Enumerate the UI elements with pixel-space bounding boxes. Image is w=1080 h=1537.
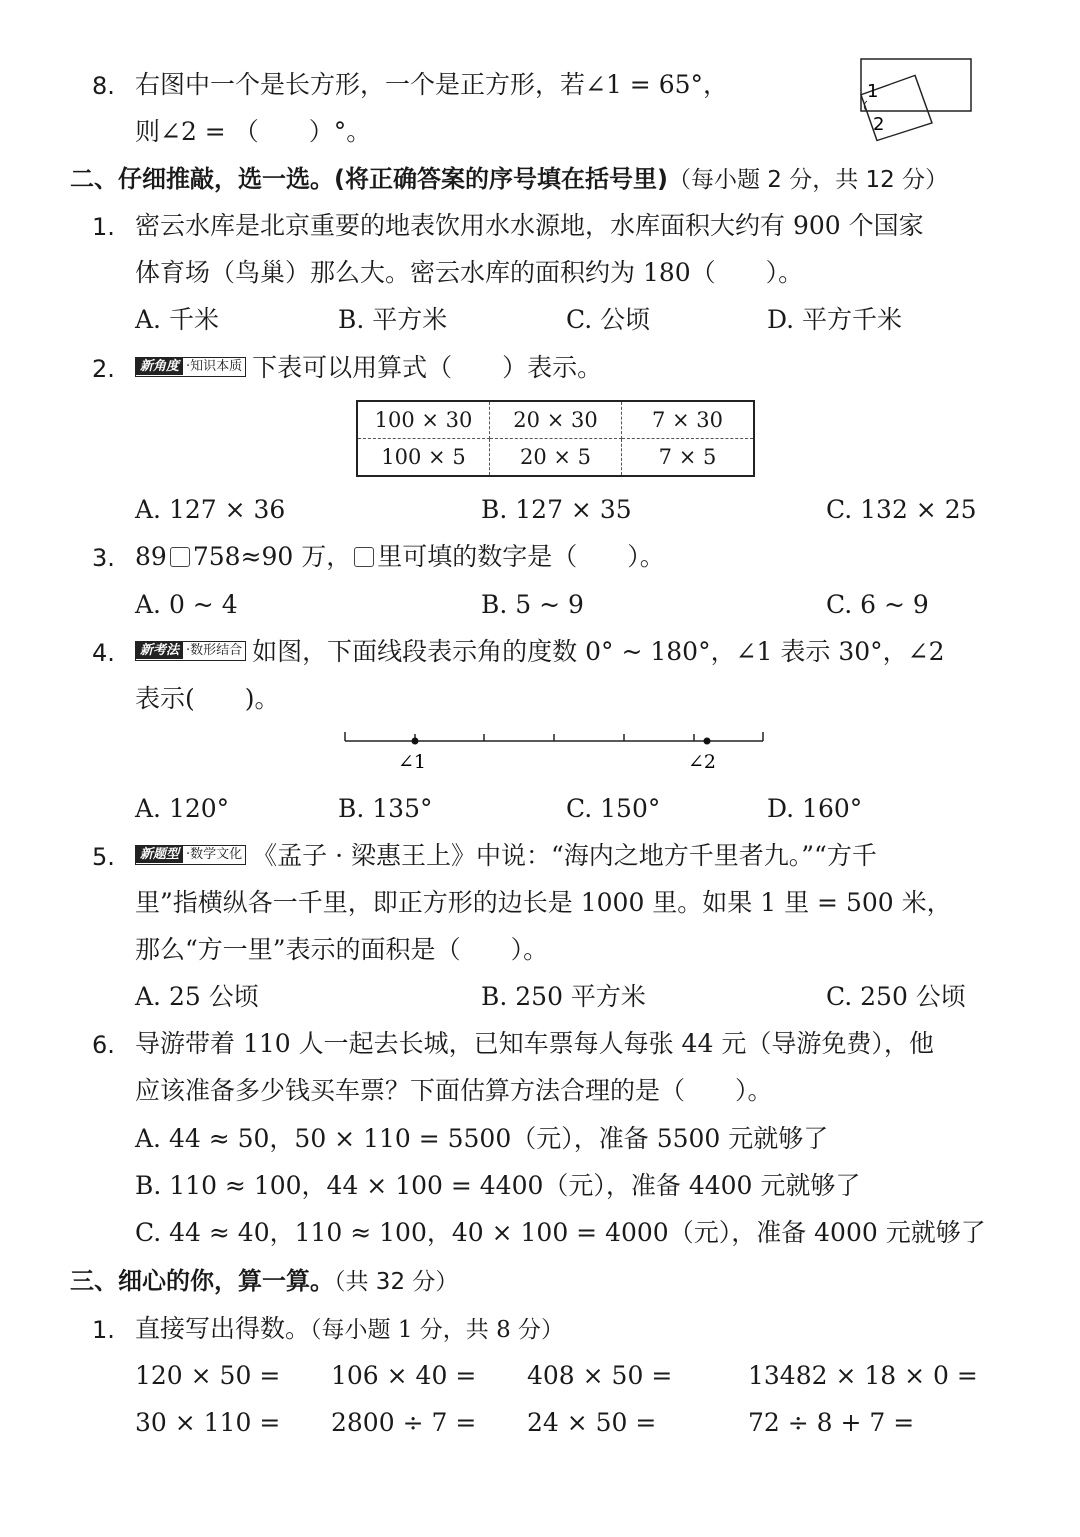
question-text: 758≈90 万， bbox=[192, 542, 352, 571]
table-cell: 7 × 30 bbox=[622, 401, 755, 439]
section-note: （每小题 2 分，共 12 分） bbox=[667, 167, 949, 193]
question-line bbox=[135, 542, 665, 572]
option-a: A. 千米 bbox=[135, 305, 219, 334]
question-text: 里”指横纵各一千里，即正方形的边长是 1000 里。如果 1 里 = 500 米， bbox=[135, 888, 952, 917]
option-d: D. 平方千米 bbox=[767, 305, 903, 334]
question-text: 《孟子 · 梁惠王上》中说：“海内之地方千里者九。”“方千 bbox=[252, 841, 877, 870]
option-c: C. 150° bbox=[566, 794, 661, 823]
table-cell: 20 × 5 bbox=[490, 439, 622, 477]
question-text: 89 bbox=[135, 542, 167, 571]
calc-item: 2800 ÷ 7 = bbox=[331, 1408, 477, 1437]
option-b: B. 250 平方米 bbox=[481, 982, 646, 1011]
question-text: 导游带着 110 人一起去长城，已知车票每人每张 44 元（导游免费），他 bbox=[135, 1029, 934, 1058]
question-text: 里可填的数字是（ ）。 bbox=[377, 542, 665, 571]
question-line bbox=[135, 637, 944, 667]
question-number: 3. bbox=[92, 544, 115, 572]
question-number: 2. bbox=[92, 355, 115, 383]
question-text: 体育场（鸟巢）那么大。密云水库的面积约为 180（ ）。 bbox=[135, 258, 804, 287]
new-type-tag: 新题型 ·数学文化 bbox=[135, 845, 246, 865]
table-cell: 20 × 30 bbox=[490, 401, 622, 439]
table-cell: 100 × 30 bbox=[357, 401, 490, 439]
table-cell: 7 × 5 bbox=[658, 445, 717, 469]
angle1-point bbox=[412, 738, 419, 745]
option-c: C. 公顷 bbox=[566, 305, 651, 334]
blank-box bbox=[170, 547, 190, 567]
question-number: 4. bbox=[92, 639, 115, 667]
table-cell: 100 × 5 bbox=[357, 439, 490, 477]
rectangle-square-figure bbox=[855, 55, 980, 150]
question-text: 如图，下面线段表示角的度数 0° ~ 180°，∠1 表示 30°，∠2 bbox=[252, 637, 945, 666]
question-line bbox=[135, 353, 602, 383]
option-a: A. 44 ≈ 50，50 × 110 = 5500（元），准备 5500 元就够了 bbox=[135, 1124, 829, 1153]
calc-item: 13482 × 18 × 0 = bbox=[748, 1361, 978, 1390]
section-heading bbox=[70, 1267, 458, 1297]
option-d: D. 160° bbox=[767, 794, 863, 823]
option-c: C. 6 ~ 9 bbox=[826, 590, 929, 619]
question-text: 那么“方一里”表示的面积是（ ）。 bbox=[135, 935, 549, 964]
new-method-tag: 新考法 ·数形结合 bbox=[135, 641, 246, 661]
question-note: （每小题 1 分，共 8 分） bbox=[310, 1317, 565, 1343]
calc-item: 24 × 50 = bbox=[527, 1408, 657, 1437]
angle2-label: ∠2 bbox=[688, 751, 717, 773]
question-number: 1. bbox=[92, 213, 115, 241]
question-text: 则∠2 = （ ）°。 bbox=[135, 117, 372, 146]
option-b: B. 平方米 bbox=[338, 305, 448, 334]
question-text: 密云水库是北京重要的地表饮用水水源地，水库面积大约有 900 个国家 bbox=[135, 211, 924, 240]
calc-item: 120 × 50 = bbox=[135, 1361, 281, 1390]
question-text: 表示( )。 bbox=[135, 684, 280, 713]
new-angle-tag: 新角度 ·知识本质 bbox=[135, 357, 246, 377]
angle2-point bbox=[704, 738, 711, 745]
section-title: 三、细心的你，算一算。 bbox=[70, 1267, 334, 1295]
option-a: A. 120° bbox=[135, 794, 230, 823]
question-number: 6. bbox=[92, 1031, 115, 1059]
question-number: 8. bbox=[92, 72, 115, 100]
calc-item: 408 × 50 = bbox=[527, 1361, 673, 1390]
question-line bbox=[135, 841, 877, 871]
option-a: A. 0 ~ 4 bbox=[135, 590, 238, 619]
option-c: C. 44 ≈ 40，110 ≈ 100，40 × 100 = 4000（元），准备 4000 元就够了 bbox=[135, 1218, 986, 1247]
multiplication-table bbox=[356, 400, 755, 477]
question-line bbox=[135, 1314, 564, 1345]
angle-number-line bbox=[340, 725, 770, 780]
blank-box bbox=[354, 547, 374, 567]
option-b: B. 5 ~ 9 bbox=[481, 590, 584, 619]
calc-item: 72 ÷ 8 + 7 = bbox=[748, 1408, 915, 1437]
calc-item: 30 × 110 = bbox=[135, 1408, 281, 1437]
question-text: 直接写出得数。 bbox=[135, 1314, 311, 1343]
option-a: A. 127 × 36 bbox=[135, 495, 286, 524]
question-text: 下表可以用算式（ ）表示。 bbox=[252, 353, 603, 382]
angle-label-1: 1 bbox=[867, 81, 879, 102]
option-a: A. 25 公顷 bbox=[135, 982, 259, 1011]
option-c: C. 132 × 25 bbox=[826, 495, 977, 524]
question-number: 1. bbox=[92, 1316, 115, 1344]
option-c: C. 250 公顷 bbox=[826, 982, 966, 1011]
option-b: B. 110 ≈ 100，44 × 100 = 4400（元），准备 4400 元就够了 bbox=[135, 1171, 861, 1200]
angle-label-2: 2 bbox=[873, 114, 885, 135]
option-b: B. 135° bbox=[338, 794, 433, 823]
section-title: 二、仔细推敲，选一选。(将正确答案的序号填在括号里) bbox=[70, 165, 668, 193]
angle1-label: ∠1 bbox=[398, 751, 427, 773]
question-number: 5. bbox=[92, 843, 115, 871]
section-heading bbox=[70, 165, 948, 195]
calc-item: 106 × 40 = bbox=[331, 1361, 477, 1390]
section-note: （共 32 分） bbox=[334, 1269, 459, 1295]
question-text: 应该准备多少钱买车票？下面估算方法合理的是（ ）。 bbox=[135, 1076, 773, 1105]
question-text: 右图中一个是长方形，一个是正方形，若∠1 = 65°， bbox=[135, 70, 729, 99]
option-b: B. 127 × 35 bbox=[481, 495, 632, 524]
